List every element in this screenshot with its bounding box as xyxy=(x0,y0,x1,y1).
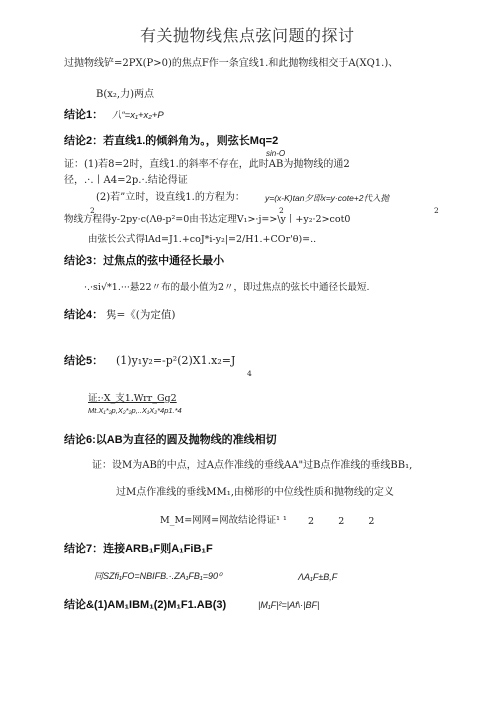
conclusion-1-formula: 八“=x₁+x₂+P xyxy=(112,110,164,121)
intro-line-1: 过抛物线铲=2PX(P>0)的焦点F作一条宜线1.和此抛物线相交于A(XQ1.)、 xyxy=(64,58,399,69)
conclusion-3-label: 结论3：过焦点的弦中通径长最小 xyxy=(64,255,225,267)
conclusion-2-label: 结论2：若直线1.的倾斜角为。，则弦长Mq=2 xyxy=(64,135,279,147)
conclusion-5-proof-1: 证:·X_支1.Wrr_Gg2 xyxy=(88,393,177,404)
number-2-c: 2 xyxy=(434,206,439,215)
document-title: 有关抛物线焦点弦问题的探讨 xyxy=(140,26,355,45)
conclusion-4-text: 隽=《(为定值) xyxy=(106,309,176,321)
conclusion-6-proof-3a: M_M=网网=网故结论得证¹ ¹ xyxy=(160,515,287,526)
conclusion-5-formula: (1)y₁y₂=-p²(2)X1.x₂=J xyxy=(116,354,236,367)
proof-2-line-5: 由弦长公式得lAd=J1.+coJ*i-y₂|=2/H1.+COr'θ)=.. xyxy=(88,234,317,245)
conclusion-5-label: 结论5： xyxy=(64,355,104,367)
conclusion-6-proof-1: 证：设M为AB的中点，过A点作准线的垂线AA"过B点作准线的垂线BB₁, xyxy=(92,460,413,471)
sin-note: sin-O xyxy=(266,149,286,158)
conclusion-5-proof-2: Mt.X₁*₂p,X₂*₂p,..X₁X₂*4p1.*4 xyxy=(88,406,182,415)
proof-2-line-4: 物线方程得y-2py·c(Λθ-p²=0由书达定理V₁>·j=>\y丨+y₂·2>cot0 xyxy=(64,214,351,225)
proof-2-line-3b: y=(x-K)tan夕即x=y·cote+2代入抛 xyxy=(265,193,389,203)
conclusion-4-label: 结论4： xyxy=(64,309,104,321)
proof-2-line-3a: (2)若”立时，设直线1.的方程为： xyxy=(96,192,245,203)
intro-line-2: B(x₂,力)两点 xyxy=(96,89,154,100)
small-four: 4 xyxy=(247,369,252,378)
conclusion-6-proof-2: 过M点作准线的垂线MM₁,由梯形的中位线性质和抛物线的定义 xyxy=(116,487,394,498)
proof-2-line-1: 证：(1)若8=2时，直线1.的斜率不存在，此时AB为抛物线的通2 xyxy=(64,159,350,170)
conclusion-1-label: 结论1： xyxy=(64,109,104,121)
conclusion-6-label: 结论6:以AB为直径的圆及抛物线的准线相切 xyxy=(64,434,277,446)
conclusion-6-proof-3b: 2 2 2 xyxy=(308,516,375,527)
conclusion-7-label: 结论7：连接ARB₁F则A₁FiB₁F xyxy=(64,543,213,555)
conclusion-8-label: 结论&(1)AM₁IBM₁(2)M₁F1.AB(3) xyxy=(64,599,227,611)
number-2-a: 2 xyxy=(90,206,95,215)
conclusion-3-text: ·.·si√*1.···悬22〃布的最小值为2〃，即过焦点的弦长中通径长最短. xyxy=(84,282,370,293)
conclusion-7-proof-a: 同SZfi₁FO=NBIFB.·.ZA₁FB₁=90⁰ xyxy=(94,571,222,581)
conclusion-7-proof-b: ΛA₁F±B,F xyxy=(298,572,338,582)
conclusion-8-tail: |M₁F|²=|Af\·|BF| xyxy=(258,600,320,610)
proof-2-line-2: 径，.·.丨A4=2p.·.结论得证 xyxy=(64,175,188,186)
number-2-b: 2 xyxy=(279,206,284,215)
